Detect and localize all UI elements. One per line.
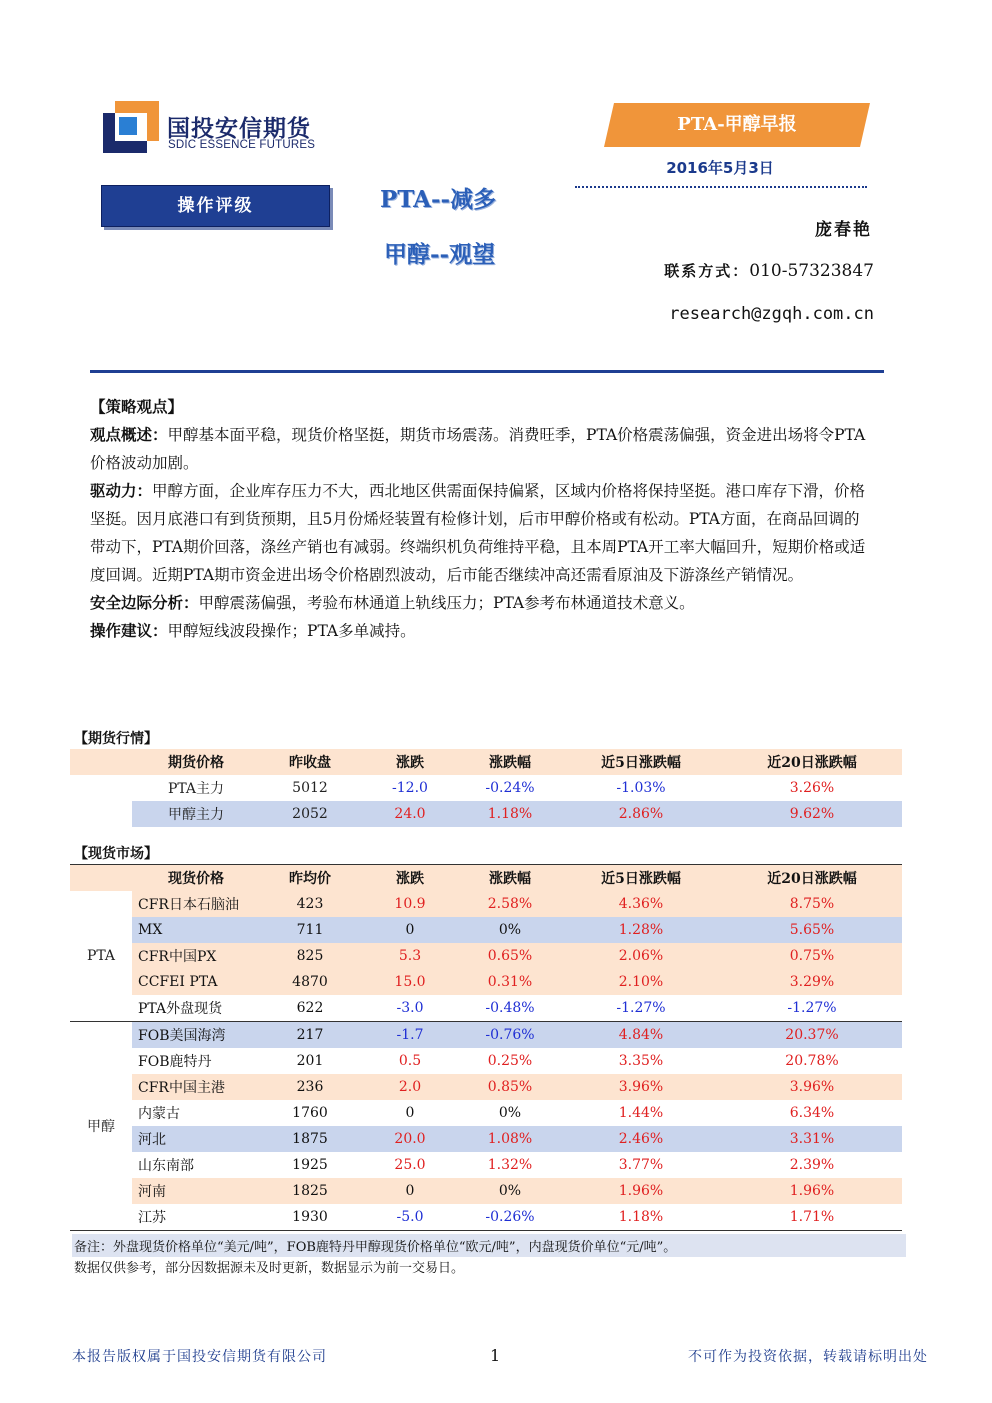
spot-d20: 2.39% (789, 1157, 835, 1173)
spot-d5: 1.28% (560, 917, 722, 943)
spot-col-d5: 近5日涨跌幅 (601, 871, 681, 887)
spot-d20: 0.75% (722, 943, 902, 969)
spot-pct: -0.48% (485, 1000, 535, 1016)
spot-d20: 6.34% (789, 1105, 835, 1121)
footer-copyright: 本报告版权属于国投安信期货有限公司 (72, 1349, 327, 1365)
table-row (70, 1100, 902, 1126)
table-row (70, 917, 902, 943)
spot-pct: 0.85% (460, 1074, 560, 1100)
spot-chg: 15.0 (360, 969, 460, 995)
table-row (70, 1204, 902, 1231)
futures-chg: 24.0 (394, 806, 426, 822)
futures-close: 5012 (292, 780, 328, 796)
spot-header-row (70, 865, 902, 892)
spot-pct: 0.31% (460, 969, 560, 995)
spot-chg: 0 (405, 1105, 415, 1121)
spot-pct: 0.25% (487, 1053, 533, 1069)
futures-table (70, 749, 902, 827)
spot-d5: 2.46% (560, 1126, 722, 1152)
spot-d20: 3.96% (722, 1074, 902, 1100)
futures-col-pct: 涨跌幅 (489, 755, 531, 771)
table-row (70, 969, 902, 995)
spot-name: FOB美国海湾 (132, 1022, 260, 1049)
spot-d20: 3.31% (722, 1126, 902, 1152)
futures-col-close: 昨收盘 (289, 755, 331, 771)
spot-col-name: 现货价格 (168, 871, 224, 887)
spot-pct: -0.76% (460, 1022, 560, 1049)
spot-chg: 25.0 (394, 1157, 426, 1173)
table-row (70, 1048, 902, 1074)
spot-name: 山东南部 (138, 1158, 194, 1174)
report-date: 2016年5月3日 (666, 159, 774, 177)
spot-name: CFR中国PX (132, 943, 260, 969)
spot-d20: 20.37% (722, 1022, 902, 1049)
spot-d20: -1.27% (787, 1000, 837, 1016)
spot-d5: 1.18% (618, 1209, 664, 1225)
contact-label: 联系方式： (664, 262, 750, 280)
spot-avg: 622 (296, 1000, 324, 1016)
safety-label: 安全边际分析： (90, 593, 199, 612)
spot-d5: 2.06% (560, 943, 722, 969)
spot-d5: -1.27% (616, 1000, 666, 1016)
futures-pct: 1.18% (487, 806, 533, 822)
spot-table (70, 864, 902, 1231)
spot-avg: 423 (260, 891, 360, 917)
rating-label: 操作评级 (101, 185, 330, 227)
spot-d20: 1.96% (722, 1178, 902, 1204)
spot-pct: 2.58% (460, 891, 560, 917)
futures-name: 甲醇主力 (168, 807, 224, 823)
safety-paragraph (90, 589, 870, 617)
spot-d5: 3.35% (618, 1053, 664, 1069)
table-row (70, 775, 902, 801)
spot-d20: 20.78% (785, 1053, 839, 1069)
table-row (70, 943, 902, 969)
spot-pct: 0% (460, 1178, 560, 1204)
spot-name: 河北 (132, 1126, 260, 1152)
table-row (70, 1126, 902, 1152)
futures-col-chg: 涨跌 (396, 755, 424, 771)
spot-col-d20: 近20日涨跌幅 (767, 871, 857, 887)
futures-d5: -1.03% (616, 780, 666, 796)
spot-avg: 1875 (260, 1126, 360, 1152)
spot-d5: 1.96% (560, 1178, 722, 1204)
spot-col-avg: 昨均价 (289, 871, 331, 887)
spot-name: MX (132, 917, 260, 943)
spot-pct: 0.65% (460, 943, 560, 969)
spot-avg: 1925 (292, 1157, 328, 1173)
spot-d5: 4.36% (560, 891, 722, 917)
spot-title: 【现货市场】 (74, 846, 158, 862)
contact-email[interactable]: research@zgqh.com.cn (669, 304, 874, 324)
futures-close: 2052 (292, 806, 328, 822)
driver-paragraph (90, 477, 870, 589)
spot-chg: 0 (360, 1178, 460, 1204)
spot-avg: 1930 (292, 1209, 328, 1225)
rating-pta: PTA--减多 (380, 186, 497, 213)
driver-text: 甲醇方面，企业库存压力不大，西北地区供需面保持偏紧，区域内价格将保持坚挺。港口库存下滑，价格坚挺。因月底港口有到货预期，且5月份烯烃装置有检修计划，后市甲醇价格或有松动。PTA方面，在商品回调的带动下，PTA期价回落，涤丝产销也有减弱。终端织机负荷维持平稳，且本周PTA开工率大幅回升，短期价格或适度回调。近期PTA期市资金进出场令价格剧烈波动，后市能否继续冲高还需看原油及下游涤丝产销情况。 (90, 482, 866, 584)
spot-pct: 1.08% (460, 1126, 560, 1152)
overview-label: 观点概述： (90, 425, 168, 444)
futures-col-d5: 近5日涨跌幅 (601, 755, 681, 771)
strategy-section (90, 393, 870, 645)
company-name-cn: 国投安信期货 (167, 116, 311, 142)
spot-name: 内蒙古 (138, 1106, 180, 1122)
spot-d20: 3.29% (722, 969, 902, 995)
spot-name: 江苏 (138, 1210, 166, 1226)
group-label-pta: PTA (70, 891, 132, 1022)
spot-d5: 3.77% (618, 1157, 664, 1173)
spot-d5: 3.96% (560, 1074, 722, 1100)
spot-avg: 4870 (260, 969, 360, 995)
page-number: 1 (490, 1346, 501, 1365)
spot-chg: -3.0 (396, 1000, 424, 1016)
spot-name: FOB鹿特丹 (138, 1054, 212, 1070)
futures-d20: 3.26% (789, 780, 835, 796)
dotted-divider (575, 186, 867, 188)
spot-chg: 5.3 (360, 943, 460, 969)
futures-name: PTA主力 (167, 781, 225, 797)
advice-paragraph (90, 617, 870, 645)
futures-header-row (70, 749, 902, 775)
futures-col-name: 期货价格 (168, 755, 224, 771)
strategy-title: 【策略观点】 (90, 397, 184, 416)
spot-pct: 0% (498, 1105, 522, 1121)
futures-title: 【期货行情】 (74, 731, 158, 747)
spot-name: CFR中国主港 (132, 1074, 260, 1100)
spot-col-chg: 涨跌 (396, 871, 424, 887)
author-name: 庞春艳 (815, 220, 872, 240)
advice-text: 甲醇短线波段操作；PTA多单减持。 (167, 622, 416, 640)
spot-pct: 1.32% (487, 1157, 533, 1173)
safety-text: 甲醇震荡偏强，考验布林通道上轨线压力；PTA参考布林通道技术意义。 (198, 594, 695, 612)
table-row (70, 1152, 902, 1178)
spot-d5: 4.84% (560, 1022, 722, 1049)
advice-label: 操作建议： (90, 621, 168, 640)
futures-col-d20: 近20日涨跌幅 (767, 755, 857, 771)
company-name-en: SDIC ESSENCE FUTURES (168, 139, 316, 151)
group-label-methanol: 甲醇 (70, 1022, 132, 1231)
table-row (70, 1022, 902, 1049)
spot-pct: 0% (460, 917, 560, 943)
contact-phone: 010-57323847 (749, 261, 874, 281)
spot-chg: 2.0 (360, 1074, 460, 1100)
spot-avg: 1825 (260, 1178, 360, 1204)
spot-chg: 20.0 (360, 1126, 460, 1152)
spot-col-pct: 涨跌幅 (489, 871, 531, 887)
contact-info (664, 260, 874, 281)
spot-chg: -5.0 (396, 1209, 424, 1225)
futures-chg: -12.0 (392, 780, 428, 796)
table-row (70, 1178, 902, 1204)
spot-name: 河南 (132, 1178, 260, 1204)
spot-avg: 1760 (292, 1105, 328, 1121)
spot-d20: 5.65% (722, 917, 902, 943)
table-note: 备注：外盘现货价格单位“美元/吨”，FOB鹿特丹甲醇现货价格单位“欧元/吨”，内盘现货价单位“元/吨”。 (72, 1234, 906, 1257)
spot-name: CCFEI PTA (132, 969, 260, 995)
spot-name: PTA外盘现货 (138, 1001, 223, 1017)
report-title: PTA-甲醇早报 (677, 114, 797, 135)
table-row (70, 801, 902, 827)
table-row (70, 1074, 902, 1100)
spot-pct: -0.26% (485, 1209, 535, 1225)
header-divider (90, 370, 884, 373)
spot-name: CFR日本石脑油 (132, 891, 260, 917)
spot-avg: 711 (260, 917, 360, 943)
spot-chg: 0.5 (398, 1053, 422, 1069)
driver-label: 驱动力： (90, 481, 153, 500)
futures-pct: -0.24% (485, 780, 535, 796)
spot-avg: 236 (260, 1074, 360, 1100)
footer-disclaimer: 不可作为投资依据，转载请标明出处 (688, 1349, 928, 1365)
overview-paragraph (90, 421, 870, 477)
spot-d20: 1.71% (789, 1209, 835, 1225)
table-row (70, 995, 902, 1022)
table-row (70, 891, 902, 917)
spot-d5: 2.10% (560, 969, 722, 995)
data-disclaimer: 数据仅供参考，部分因数据源未及时更新，数据显示为前一交易日。 (74, 1261, 465, 1276)
spot-chg: 10.9 (360, 891, 460, 917)
spot-d20: 8.75% (722, 891, 902, 917)
spot-avg: 825 (260, 943, 360, 969)
spot-chg: -1.7 (360, 1022, 460, 1049)
spot-d5: 1.44% (618, 1105, 664, 1121)
futures-d20: 9.62% (789, 806, 835, 822)
spot-avg: 217 (260, 1022, 360, 1049)
spot-avg: 201 (296, 1053, 324, 1069)
spot-chg: 0 (360, 917, 460, 943)
company-logo-icon (103, 101, 159, 153)
overview-text: 甲醇基本面平稳，现货价格坚挺，期货市场震荡。消费旺季，PTA价格震荡偏强，资金进出场将令PTA价格波动加剧。 (90, 426, 866, 472)
rating-methanol: 甲醇--观望 (384, 241, 496, 268)
futures-d5: 2.86% (618, 806, 664, 822)
